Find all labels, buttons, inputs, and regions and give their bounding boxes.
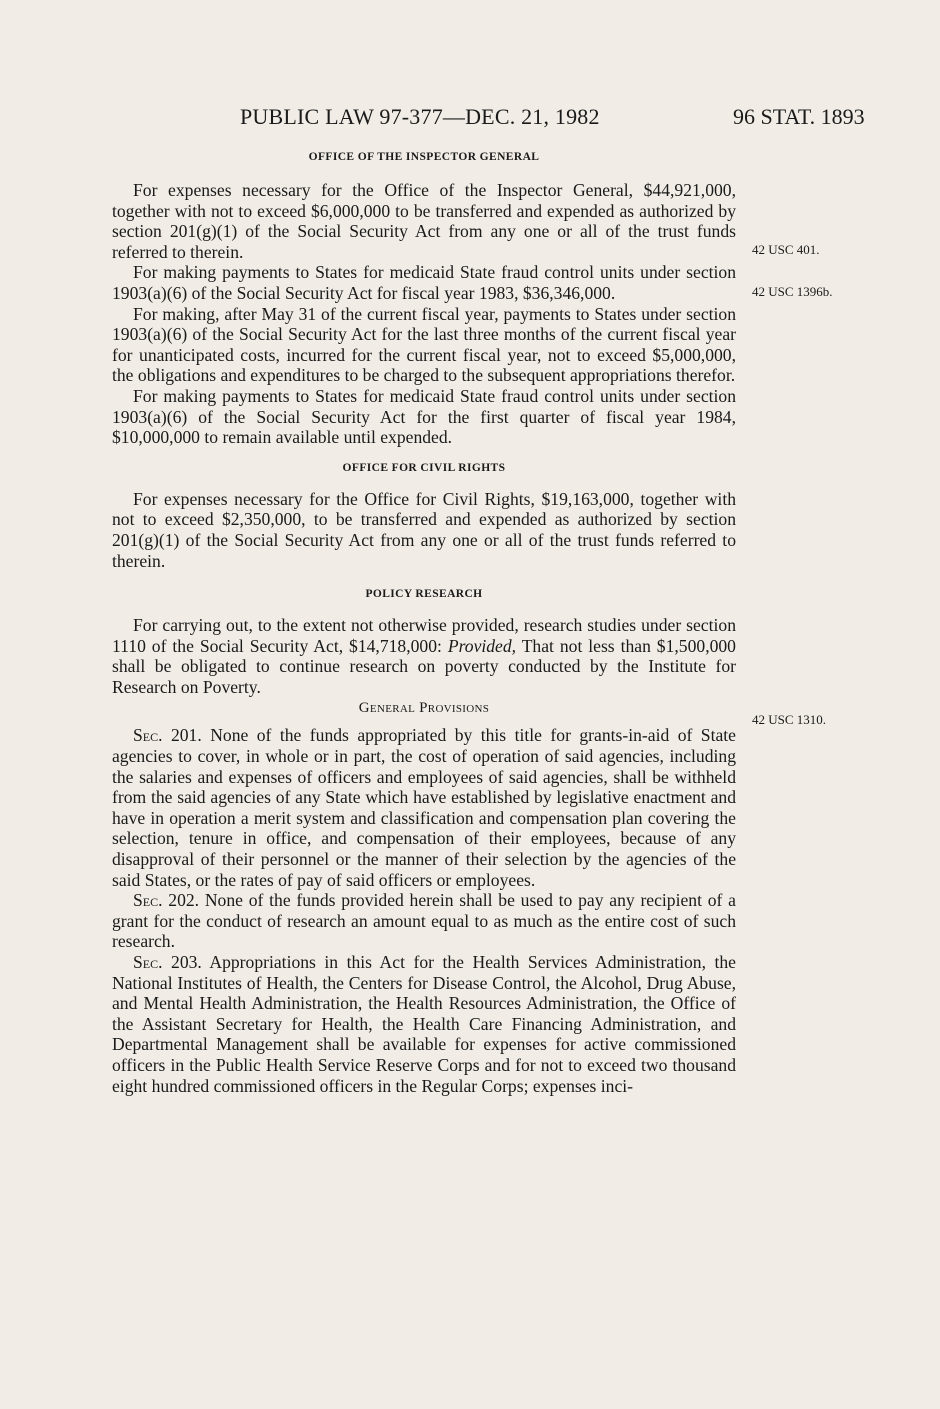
sec-201-label: Sec. 201. (133, 725, 202, 746)
sec-203-label: Sec. 203. (133, 952, 202, 972)
margin-note-42usc1310: 42 USC 1310. (752, 712, 827, 727)
section-202 (112, 890, 736, 952)
sec-202-label: Sec. 202. (133, 890, 200, 911)
paragraph-ig-1: For expenses necessary for the Office of the Inspector General, $44,921,000, together with not to exceed $6,000,000 to be transferred and expended as authorized by section 201(g)(1) of the Social Security Act from any one or all of the trust funds referred to therein. (112, 180, 736, 262)
sec-203-text: Appropriations in this Act for the Health Services Administration, the National Institutes of Health, the Centers for Disease Control, the Alcohol, Drug Abuse, and Mental Health Administration, the Health Resources Administration, the Office of the Assistant Secretary for Health, the Health Care Financing Administration, and Departmental Management shall be available for expenses for active commissioned officers in the Public Health Service Reserve Corps and for not to exceed two thousand eight hundred commissioned officers in the Regular Corps; expenses inci- (112, 952, 736, 1096)
section-201 (112, 725, 736, 890)
sec-201-text: None of the funds appropriated by this title for grants-in-aid of State agencies to cover, in whole or in part, the cost of operation of said agencies, including the salaries and expenses of officers and employees of said agencies, shall be withheld from the said agencies of any State which have established by legislative enactment and have in operation a merit system and classification and compensation plan covering the selection, tenure in office, and compensation of their employees, because of any disapproval of their personnel or the manner of their selection by the agencies of the said States, or the rates of pay of said officers or employees. (112, 725, 736, 890)
paragraph-pr-1 (112, 615, 736, 697)
paragraph-cr-1: For expenses necessary for the Office for Civil Rights, $19,163,000, together with not to exceed $2,350,000, to be transferred and expended as authorized by section 201(g)(1) of the Social Security Act from any one or all of the trust funds referred to therein. (112, 488, 736, 571)
heading-general-provisions: General Provisions (358, 700, 490, 717)
pr-provided-text: Provided, (447, 635, 517, 656)
margin-note-42usc401: 42 USC 401. (752, 242, 820, 257)
pr-tail-text: That not less than $1,500,000 shall be obligated to continue research on poverty conducted by the Institute for Research on Poverty. (112, 635, 736, 697)
paragraph-ig-4: For making payments to States for medicaid State fraud control units under section 1903(a)(6) of the Social Security Act for the first quarter of fiscal year 1984, $10,000,000 to remain available until expended. (112, 385, 736, 448)
sec-202-text: None of the funds provided herein shall be used to pay any recipient of a grant for the conduct of research an amount equal to as much as the entire cost of such research. (112, 890, 736, 952)
page-header-stat: 96 STAT. 1893 (733, 104, 865, 129)
main-text-column (112, 150, 736, 1096)
pr-lead-text: For carrying out, to the extent not otherwise provided, research studies under section 1110 of the Social Security Act, $14,718,000: (112, 615, 736, 656)
page-header-title: PUBLIC LAW 97-377—DEC. 21, 1982 (240, 104, 600, 129)
section-203 (112, 952, 736, 1096)
heading-civil-rights: OFFICE FOR CIVIL RIGHTS (342, 461, 506, 474)
margin-note-42usc1396b: 42 USC 1396b. (752, 284, 833, 299)
heading-policy-research: POLICY RESEARCH (365, 588, 483, 601)
paragraph-ig-3: For making, after May 31 of the current fiscal year, payments to States under section 1903(a)(6) of the Social Security Act for the last three months of the current fiscal year for unanticipated costs, incurred for the current fiscal year, not to exceed $5,000,000, the obligations and expenditures to be charged to the subsequent appropriations therefor. (112, 303, 736, 386)
paragraph-ig-2: For making payments to States for medicaid State fraud control units under section 1903(a)(6) of the Social Security Act for fiscal year 1983, $36,346,000. (112, 262, 736, 303)
heading-inspector-general: OFFICE OF THE INSPECTOR GENERAL (308, 151, 540, 163)
